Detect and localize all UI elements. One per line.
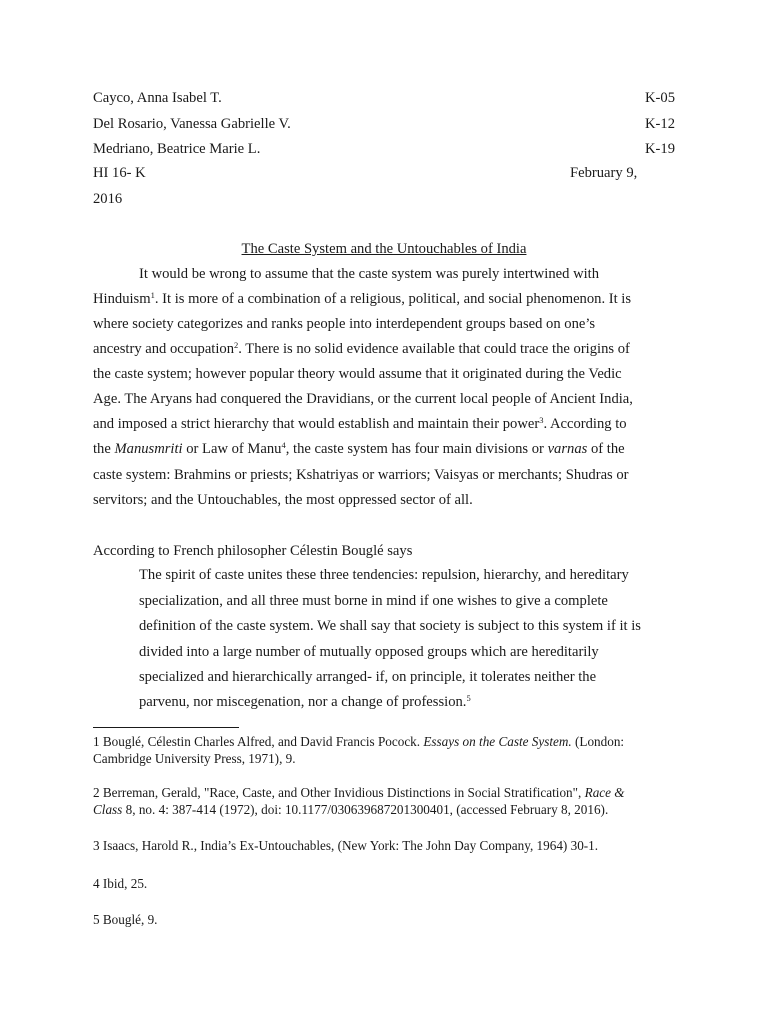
course-code: HI 16- K (93, 165, 146, 181)
date-part1: February 9, (570, 165, 638, 181)
quote-line-5: specialized and hierarchically arranged- if, on principle, it tolerates neither the (139, 669, 597, 685)
date-line (93, 190, 675, 208)
footnote-2-line-2: Class 8, no. 4: 387-414 (1972), doi: 10.1177/030639687201300401, (accessed February 8, 2016). (93, 802, 609, 817)
footnote-ref-2: 2 (234, 340, 239, 350)
author-name: Cayco, Anna Isabel T. (93, 90, 222, 106)
author-line-3 (93, 140, 675, 158)
footnote-ref-5: 5 (466, 693, 471, 703)
footnote-4: 4 Ibid, 25. (93, 876, 148, 891)
body-line-10: servitors; and the Untouchables, the most oppressed sector of all. (93, 492, 473, 508)
author-code: K-12 (645, 116, 675, 132)
author-code: K-19 (645, 141, 675, 157)
body-line-9: caste system: Brahmins or priests; Kshatriyas or warriors; Vaisyas or merchants; Shudras or (93, 467, 629, 483)
course-line (93, 164, 675, 182)
footnote-ref-4: 4 (281, 440, 286, 450)
quote-line-1: The spirit of caste unites these three tendencies: repulsion, hierarchy, and hereditary (139, 567, 629, 583)
footnote-ref-3: 3 (539, 415, 544, 425)
body-line-4: ancestry and occupation$^2$. There is no solid evidence available that could trace the origins of (93, 340, 630, 357)
author-code: K-05 (645, 90, 675, 106)
document-title: The Caste System and the Untouchables of India (241, 241, 527, 257)
footnote-1-line-2: Cambridge University Press, 1971), 9. (93, 751, 296, 766)
footnote-3: 3 Isaacs, Harold R., India’s Ex-Untouchables, (New York: The John Day Company, 1964) 30-1. (93, 838, 599, 853)
body-line-7: and imposed a strict hierarchy that would establish and maintain their power$^3$. According to (93, 415, 627, 432)
quote-line-6: parvenu, nor miscegenation, nor a change of profession.$^5$ (139, 693, 471, 710)
author-line-2 (93, 115, 675, 133)
author-line-1 (93, 89, 675, 107)
quote-line-2: specialization, and all three must borne in mind if one wishes to give a complete (139, 593, 608, 609)
footnote-5: 5 Bouglé, 9. (93, 912, 158, 927)
body-line-6: Age. The Aryans had conquered the Dravidians, or the current local people of Ancient India, (93, 391, 633, 407)
quote-line-3: definition of the caste system. We shall say that society is subject to this system if it is (139, 618, 641, 634)
footnote-1-line-1: 1 Bouglé, Célestin Charles Alfred, and David Francis Pocock. Essays on the Caste System. (London: (93, 734, 625, 749)
body-line-5: the caste system; however popular theory would assume that it originated during the Vedic (93, 366, 622, 382)
body-line-3: where society categorizes and ranks people into interdependent groups based on one’s (93, 316, 596, 332)
footnote-ref-1: 1 (150, 290, 155, 300)
body-line-8: the Manusmriti or Law of Manu$^4$, the caste system has four main divisions or varnas of the (93, 440, 625, 457)
quote-line-4: divided into a large number of mutually opposed groups which are hereditarily (139, 644, 599, 660)
author-name: Medriano, Beatrice Marie L. (93, 141, 261, 157)
footnote-2-line-1: 2 Berreman, Gerald, "Race, Caste, and Other Invidious Distinctions in Social Stratification", Race & (93, 785, 625, 800)
footnote-separator (93, 727, 239, 728)
date-part2: 2016 (93, 191, 123, 207)
quote-intro: According to French philosopher Célestin Bouglé says (93, 543, 413, 559)
body-line-1: It would be wrong to assume that the caste system was purely intertwined with (139, 266, 600, 282)
author-name: Del Rosario, Vanessa Gabrielle V. (93, 116, 291, 132)
body-line-2: Hinduism$^1$. It is more of a combination of a religious, political, and social phenomenon. It is (93, 290, 632, 307)
